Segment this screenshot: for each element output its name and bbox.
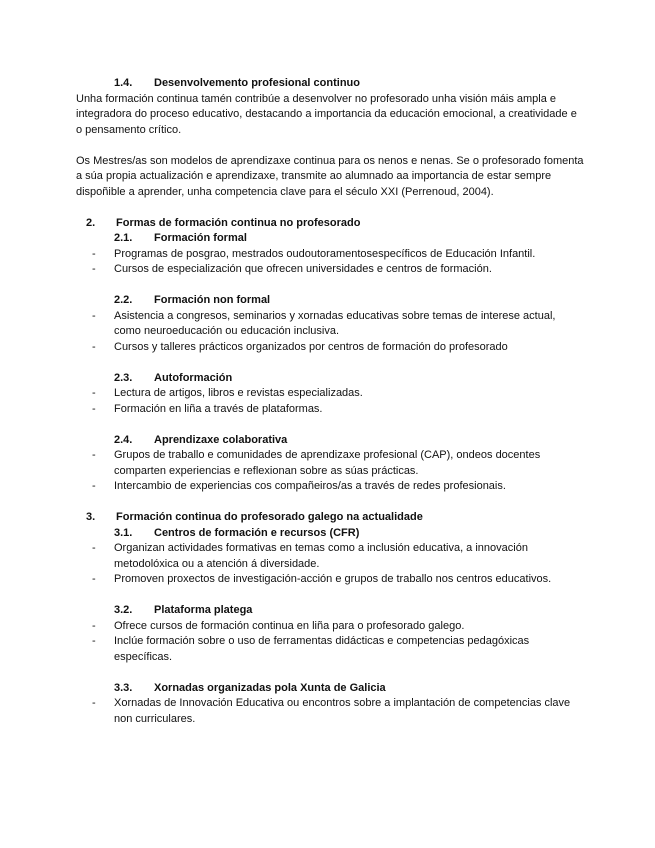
list-item: - Formación en liña a través de plataformas.	[92, 402, 323, 415]
section-title: Formas de formación continua no profesorado	[116, 216, 361, 229]
section-2-heading	[76, 216, 585, 232]
section-3-1-heading	[76, 526, 585, 542]
section-number: 3.1.	[114, 526, 133, 539]
paragraph: Unha formación continua tamén contribúe a desenvolver no profesorado unha visión máis ampla e integradora do proceso educativo, destacando a importancia da educación emocional, a creatividade e o pensamento crítico.	[76, 92, 577, 136]
section-number: 3.	[86, 511, 96, 523]
section-title: Desenvolvemento profesional continuo	[154, 77, 360, 89]
section-3-3-heading	[76, 681, 585, 697]
list-item: - Cursos de especialización que ofrecen universidades e centros de formación.	[92, 263, 492, 275]
bullet-list	[76, 247, 585, 278]
section-title: Formación continua do profesorado galego na actualidade	[116, 511, 423, 523]
section-number: 2.1.	[114, 232, 133, 244]
section-number: 3.2.	[114, 604, 133, 616]
list-item: - Programas de posgrao, mestrados oudoutoramentosespecíficos de Educación Infantil.	[92, 247, 536, 260]
list-item: - Xornadas de Innovación Educativa ou encontros sobre a implantación de competencias clave non curriculares.	[92, 697, 571, 725]
section-title: Plataforma platega	[154, 604, 253, 616]
section-title: Xornadas organizadas pola Xunta de Galicia	[154, 681, 386, 694]
section-title: Aprendizaxe colaborativa	[154, 433, 288, 446]
list-item: - Inclúe formación sobre o uso de ferramentas didácticas e competencias pedagóxicas específicas.	[92, 635, 530, 663]
bullet-list	[76, 619, 585, 666]
list-item: - Ofrece cursos de formación continua en liña para o profesorado galego.	[92, 619, 465, 632]
bullet-list	[76, 448, 585, 495]
bullet-list	[76, 696, 585, 727]
list-item: - Organizan actividades formativas en temas como a inclusión educativa, a innovación metodolóxica ou a atención á diversidade.	[92, 542, 528, 570]
section-2-1-heading	[76, 231, 585, 247]
list-item: - Cursos y talleres prácticos organizados por centros de formación do profesorado	[92, 340, 508, 353]
list-item: - Promoven proxectos de investigación-acción e grupos de traballo nos centros educativos.	[92, 573, 552, 585]
bullet-list	[76, 309, 585, 356]
section-title: Autoformación	[154, 371, 233, 384]
section-1-4-heading	[76, 76, 585, 92]
section-number: 2.	[86, 216, 96, 229]
list-item: - Grupos de traballo e comunidades de aprendizaxe profesional (CAP), ondeos docentes comparten experiencias e reflexionan sobre as súas prácticas.	[92, 449, 541, 477]
section-title: Centros de formación e recursos (CFR)	[154, 526, 360, 539]
section-2-4-heading	[76, 433, 585, 449]
section-number: 1.4.	[114, 77, 133, 89]
section-2-2-heading	[76, 293, 585, 309]
bullet-list	[76, 386, 585, 417]
section-number: 3.3.	[114, 681, 133, 694]
section-number: 2.2.	[114, 294, 133, 306]
list-item: - Asistencia a congresos, seminarios y xornadas educativas sobre temas de interese actual, como neuroeducación ou educación inclusiva.	[92, 309, 556, 337]
section-title: Formación formal	[154, 232, 247, 244]
section-3-2-heading	[76, 603, 585, 619]
section-3-heading	[76, 510, 585, 526]
section-2-3-heading	[76, 371, 585, 387]
bullet-list	[76, 541, 585, 588]
list-item: - Lectura de artigos, libros e revistas especializadas.	[92, 387, 363, 399]
list-item: - Intercambio de experiencias cos compañeiros/as a través de redes profesionais.	[92, 480, 506, 492]
section-number: 2.4.	[114, 433, 133, 446]
section-title: Formación non formal	[154, 294, 271, 306]
section-number: 2.3.	[114, 371, 133, 384]
paragraph: Os Mestres/as son modelos de aprendizaxe continua para os nenos e nenas. Se o profesorado fomenta a súa propia actualización e aprendizaxe, transmite ao alumnado aa importancia de estar sempre dispoñible a aprender, unha competencia clave para el século XXI (Perrenoud, 2004).	[76, 154, 584, 198]
